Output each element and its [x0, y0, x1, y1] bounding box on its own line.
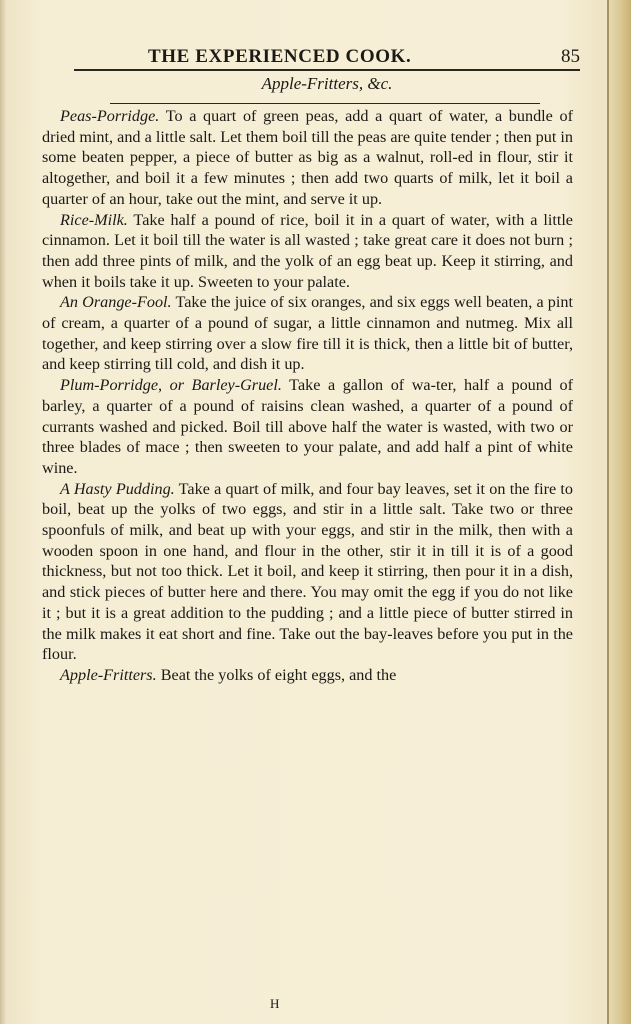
catchword: H	[270, 996, 281, 1011]
recipe-title: Peas-Porridge.	[60, 107, 160, 125]
recipe-paragraph	[42, 375, 573, 479]
recipe-paragraph	[42, 106, 573, 210]
subhead-rule	[110, 103, 540, 104]
section-subhead: Apple-Fritters, &c.	[261, 74, 393, 93]
recipe-title: Apple-Fritters.	[60, 665, 157, 684]
recipe-text: Take half a pound of rice, boil it in a quart of water, with a little cinnamon. Let it boil till the water is all wasted ; take great care it does not burn ; then add three pints of milk, and the yolk of an egg beat up. Keep it stirring, and when it boils take it up. Sweeten to your palate.	[42, 210, 573, 291]
recipe-text: Beat the yolks of eight eggs, and the	[156, 665, 397, 684]
recipe-text: Take a gallon of wa-ter, half a pound of barley, a quarter of a pound of raisins clean washed, a quarter of a pound of currants washed and picked. Boil till above half the water is wasted, with two or three blades of mace ; then sweeten to your palate, and add half a pint of white wine.	[42, 376, 573, 477]
book-gutter	[609, 0, 631, 1024]
recipe-paragraph	[42, 292, 573, 375]
page-header	[40, 44, 580, 70]
recipe-title: An Orange-Fool.	[60, 293, 172, 312]
page-number: 85	[561, 46, 580, 67]
recipe-paragraph	[42, 665, 573, 686]
recipe-paragraph	[42, 210, 573, 293]
recipe-title: Rice-Milk.	[60, 210, 128, 229]
body-text	[42, 106, 573, 686]
recipe-text: Take a quart of milk, and four bay leaves, set it on the fire to boil, beat up the yolks of two eggs, and stir in a little salt. Take two or three spoonfuls of milk, and beat up with your eggs, and stir in the milk, then with a wooden spoon in one hand, and flour in the other, stir it in till it is of a good thickness, but not too thick. Let it boil, and keep it stirring, then pour it in a dish, and stick pieces of butter here and there. You may omit the egg if you do not like it ; but it is a great addition to the pudding ; and a little piece of butter stirred in the milk makes it eat short and fine. Take out the bay-leaves before you put in the flour.	[42, 479, 573, 664]
recipe-paragraph	[42, 479, 573, 665]
recipe-text: Take the juice of six oranges, and six eggs well beaten, a pint of cream, a quarter of a pound of sugar, a little cinnamon and nutmeg. Mix all together, and keep stirring over a slow fire till it is thick, then a little bit of butter, and keep stirring till cold, and dish it up.	[42, 293, 573, 374]
recipe-title: A Hasty Pudding.	[60, 479, 175, 498]
recipe-title: Plum-Porridge, or Barley-Gruel.	[60, 376, 282, 395]
running-title: THE EXPERIENCED COOK.	[148, 46, 412, 67]
recipe-text: To a quart of green peas, add a quart of water, a bundle of dried mint, and a little salt. Let them boil till the peas are quite tender ; then put in some beaten pepper, a piece of butter as big as a walnut, roll-ed in flour, stir it altogether, and boil it a few minutes ; then add two quarts of milk, let it boil a quarter of an hour, take out the mint, and serve it up.	[42, 107, 573, 208]
header-rule	[74, 69, 580, 71]
page-left-edge	[0, 0, 6, 1024]
